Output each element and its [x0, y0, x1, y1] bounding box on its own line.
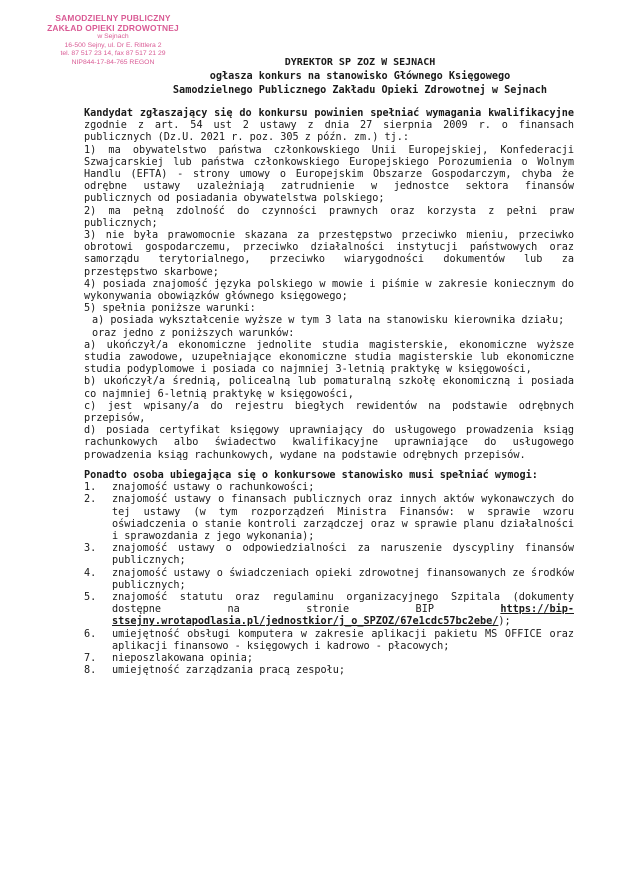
intro-rest: zgodnie z art. 54 ust 2 ustawy z dnia 27 sierpnia 2009 r. o finansach publicznych (Dz.U. 2021 r. poz. 305 z późn. zm.) tj.: [84, 120, 574, 144]
stamp-line-3: w Sejnach [97, 33, 129, 41]
header-director: DYREKTOR SP ZOZ W SEJNACH [284, 57, 436, 68]
document-header [100, 56, 620, 98]
condition-or: oraz jedno z poniższych warunków: [92, 327, 295, 339]
condition-a2: a) ukończył/a ekonomiczne jednolite studia magisterskie, ekonomiczne wyższe studia zawodowe, uzupełniające ekonomiczne studia magisterskie lub ekonomiczne studia podyplomowe i posiada co najmniej 3-letnią praktykę w księgowości, [84, 339, 574, 376]
list-item-text: znajomość ustawy o świadczeniach opieki zdrowotnej finansowanych ze środków publicznych; [112, 567, 574, 591]
section2-heading: Ponadto osoba ubiegająca się o konkursowe stanowisko musi spełniać wymogi: [84, 469, 538, 481]
condition-b: b) ukończył/a średnią, policealną lub pomaturalną szkołę ekonomiczną i posiada co najmniej 6-letnią praktykę w księgowości, [84, 376, 574, 400]
stamp-line-6: NIP844-17-84-765 REGON [71, 58, 155, 66]
stamp-line-5: tel. 87 517 23 14, fax 87 517 21 29 [60, 50, 166, 58]
list-item-text: nieposzlakowana opinia; [112, 652, 254, 664]
list-item-number: 2. [84, 494, 97, 506]
list-item [84, 482, 574, 494]
stamp-line-4: 16-500 Sejny, ul. Dr E. Rittlera 2 [64, 41, 162, 49]
list-item [84, 665, 574, 677]
list-item [84, 629, 574, 653]
bip-link[interactable]: https://bip-stsejny.wrotapodlasia.pl/jednostkior/j_o_SPZOZ/67e1cdc57bc2ebe/ [112, 604, 574, 628]
list-item [84, 543, 574, 567]
requirement-5: 5) spełnia poniższe warunki: [84, 303, 256, 315]
list-item-number: 6. [84, 628, 97, 640]
list-item-text-start: znajomość statutu oraz regulaminu organizacyjnego Szpitala (dokumenty dostępne na stronie BIP [112, 591, 574, 616]
list-item-number: 1. [84, 482, 97, 494]
list-item [84, 653, 574, 665]
list-item-number: 7. [84, 652, 97, 664]
requirement-4: 4) posiada znajomość języka polskiego w mowie i piśmie w zakresie koniecznym do wykonywania obowiązków głównego księgowego; [84, 278, 574, 303]
list-item-text-end: ); [498, 616, 511, 628]
requirement-3: 3) nie była prawomocnie skazana za przestępstwo przeciwko mieniu, przeciwko obrotowi gospodarczemu, przeciwko działalności instytucji państwowych oraz samorządu terytorialnego, przeciwko wiarygodności dokumentów lub za przestępstwo skarbowe; [84, 230, 574, 278]
stamp-line-1: SAMODZIELNY PUBLICZNY [55, 13, 171, 23]
requirement-2: 2) ma pełną zdolność do czynności prawnych oraz korzysta z pełni praw publicznych; [84, 205, 574, 229]
list-item [84, 592, 574, 629]
requirement-1: 1) ma obywatelstwo państwa członkowskiego Unii Europejskiej, Konfederacji Szwajcarskiej lub państwa członkowskiego Europejskiego Porozumienia o Wolnym Handlu (EFTA) - strony umowy o Europejskim Obszarze Gospodarczym, chyba że odrębne ustawy uzależniają zatrudnienie w jednostce sektora finansów publicznych od posiadania obywatelstwa polskiego; [84, 144, 574, 205]
condition-d: d) posiada certyfikat księgowy uprawniający do usługowego prowadzenia ksiąg rachunkowych albo świadectwo kwalifikacyjne uprawniające do usługowego prowadzenia ksiąg rachunkowych, wydane na podstawie odrębnych przepisów. [84, 425, 574, 461]
list-item-number: 3. [84, 543, 97, 555]
intro-bold: Kandydat zgłaszający się do konkursu powinien spełniać wymagania kwalifikacyjne [84, 108, 574, 119]
list-item-text: znajomość ustawy o finansach publicznych oraz innych aktów wykonawczych do tej ustawy (w tym rozporządzeń Ministra Finansów: w sprawie wzoru oświadczenia o stanie kontroli zarządczej oraz w sprawie planu działalności i sprawozdania z jego wykonania); [112, 494, 574, 542]
list-item-number: 5. [84, 591, 97, 603]
list-item [84, 494, 574, 543]
list-item-number: 8. [84, 665, 97, 677]
list-item-number: 4. [84, 567, 97, 579]
list-item [84, 568, 574, 592]
list-item-text [112, 592, 574, 629]
condition-c: c) jest wpisany/a do rejestru biegłych rewidentów na podstawie odrębnych przepisów, [84, 400, 574, 425]
condition-a: a) posiada wykształcenie wyższe w tym 3 lata na stanowisku kierownika działu; [92, 315, 565, 327]
document-body [84, 108, 574, 677]
intro-paragraph [84, 108, 574, 145]
list-item-text: umiejętność obsługi komputera w zakresie aplikacji pakietu MS OFFICE oraz aplikacji finansowo - księgowych i kadrowo - płacowych; [112, 628, 574, 652]
list-item-text: umiejętność zarządzania pracą zespołu; [112, 665, 346, 677]
header-institution: Samodzielnego Publicznego Zakładu Opieki Zdrowotnej w Sejnach [172, 85, 548, 96]
header-announcement: ogłasza konkurs na stanowisko Głównego Księgowego [209, 71, 511, 82]
stamp-line-2: ZAKŁAD OPIEKI ZDROWOTNEJ [47, 22, 179, 33]
list-item-text: znajomość ustawy o odpowiedzialności za naruszenie dyscypliny finansów publicznych; [112, 543, 574, 567]
list-item-text: znajomość ustawy o rachunkowości; [112, 482, 315, 494]
